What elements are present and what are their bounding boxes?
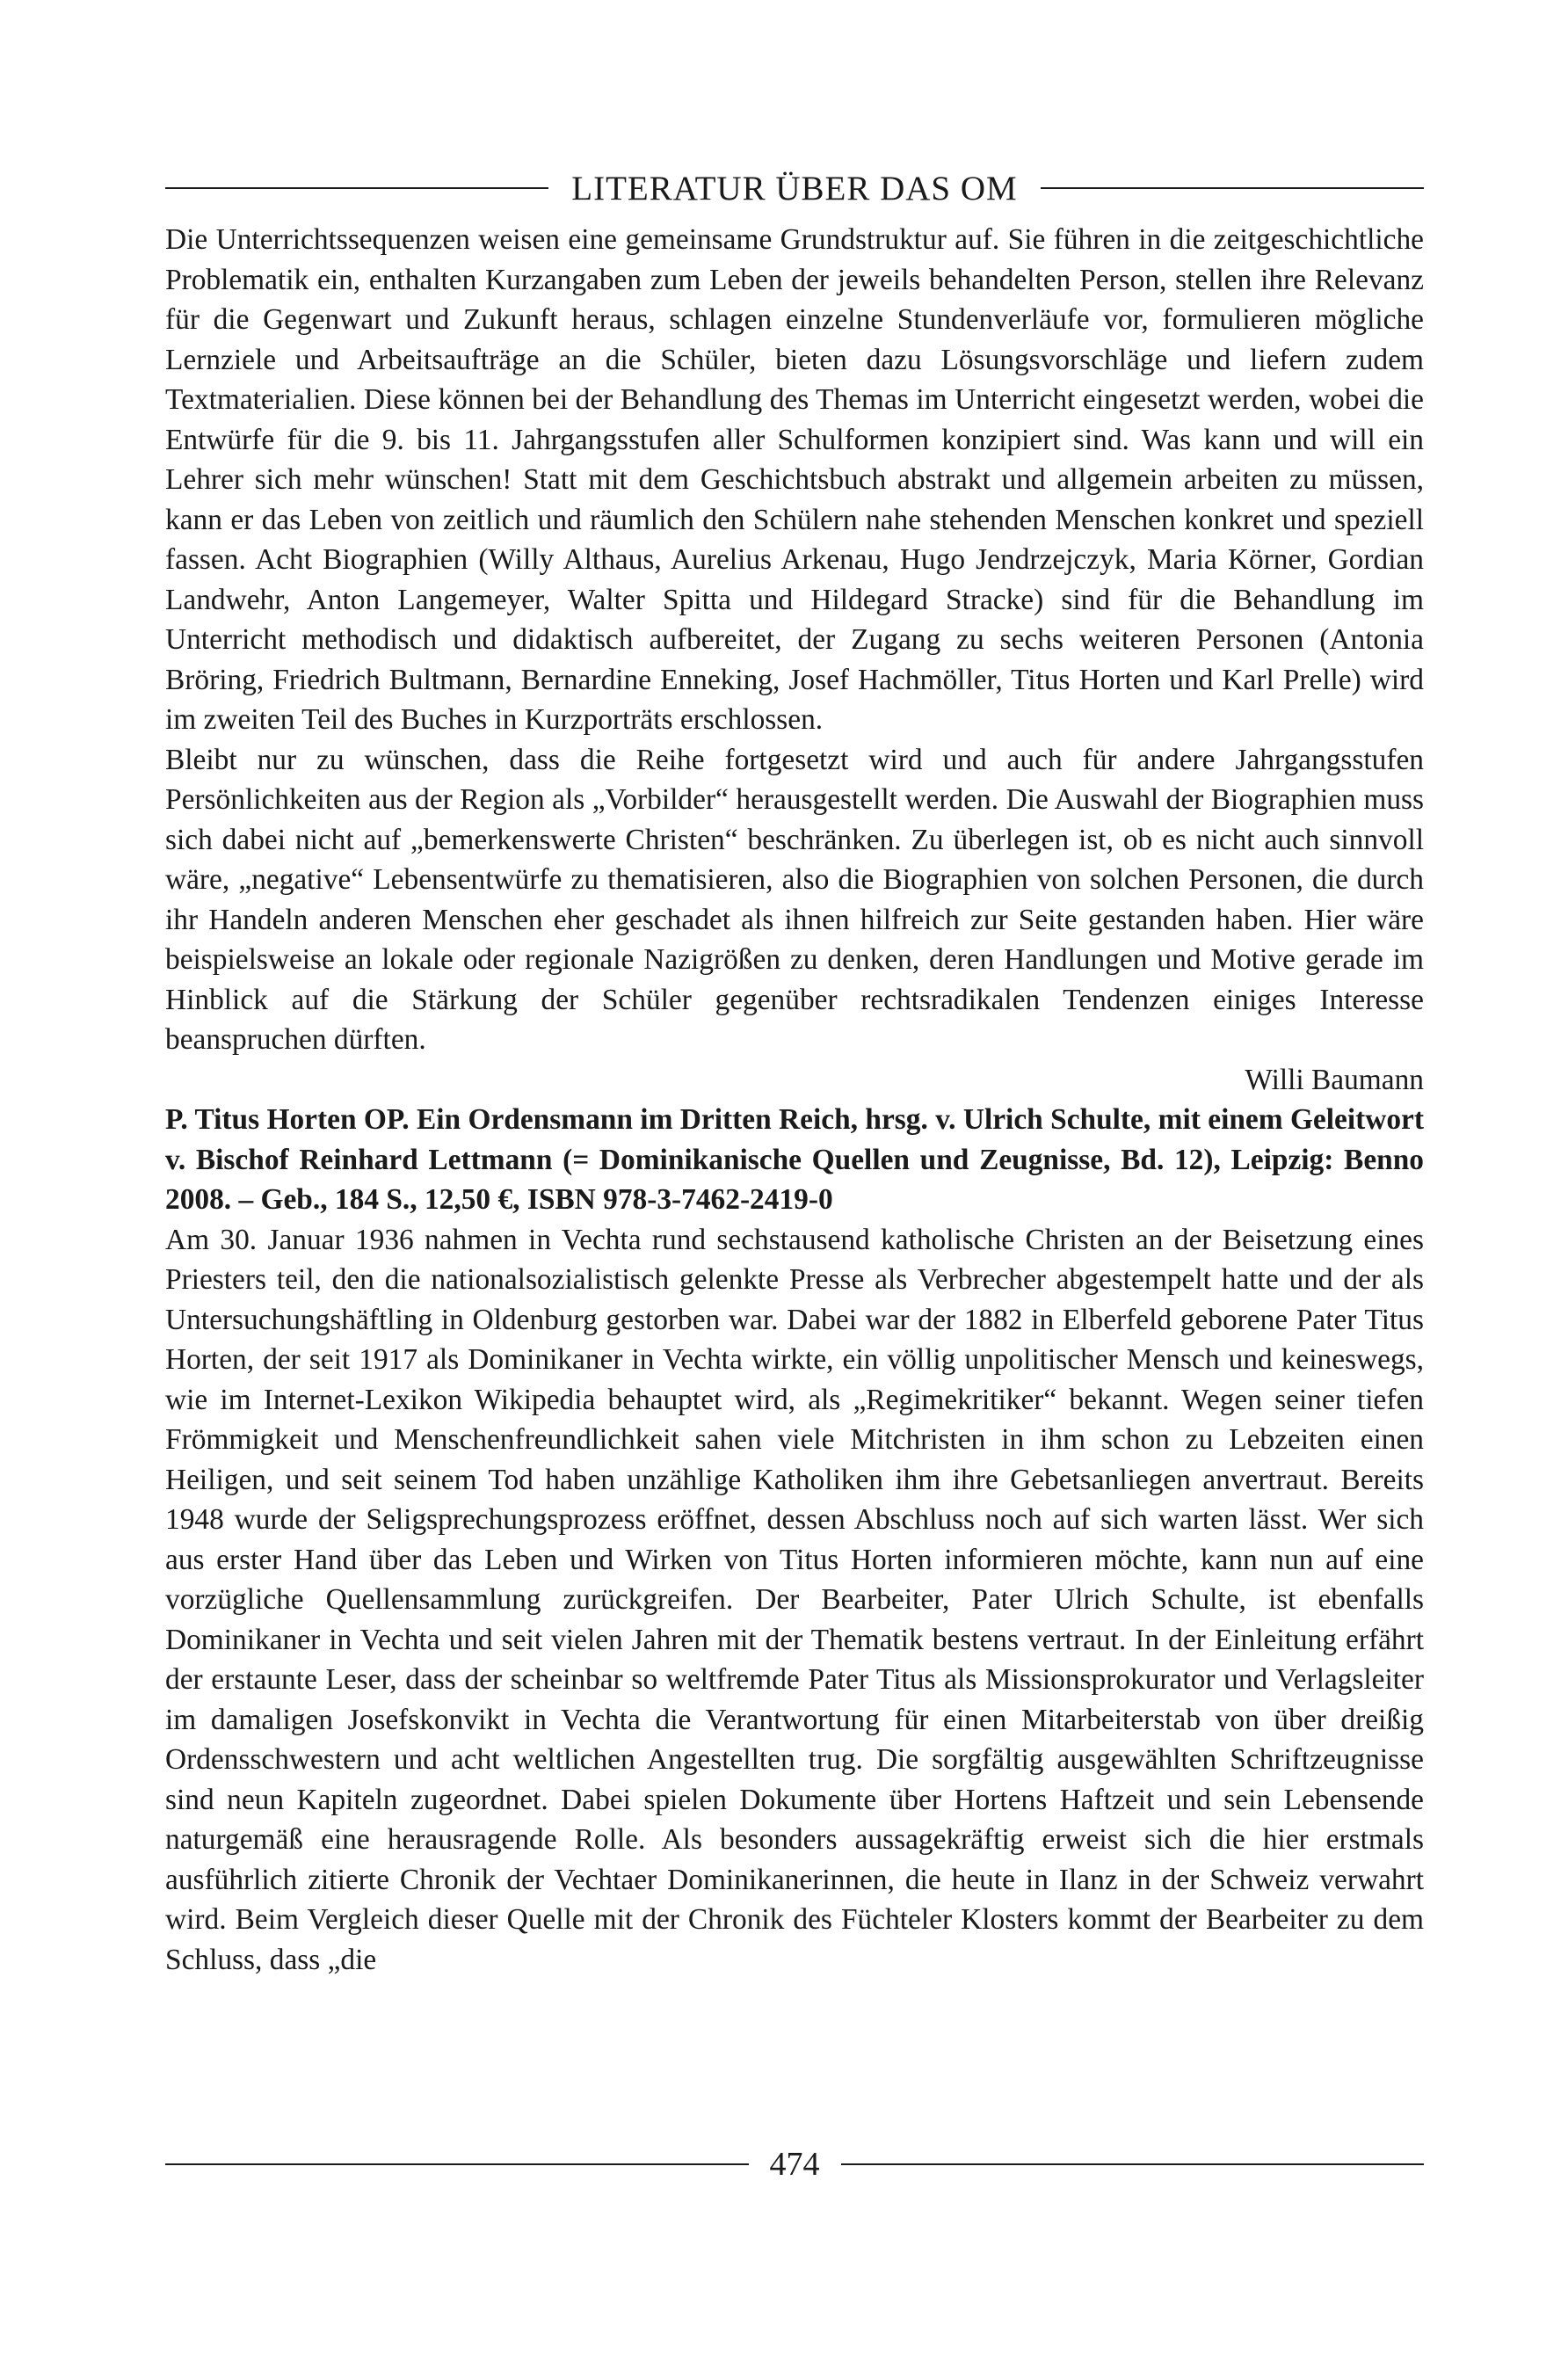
page-footer <box>165 2141 1424 2187</box>
review-1-author: Willi Baumann <box>1245 1063 1424 1096</box>
review-1-paragraph-1: Die Unterrichtssequenzen weisen eine gemeinsame Grundstruktur auf. Sie führen in die zeitgeschichtliche Problematik ein, enthalten Kurzangaben zum Leben der jeweils behandelten Person, stellen ihre Relevanz für die Gegenwart und Zukunft heraus, schlagen einzelne Stundenverläufe vor, formulieren mögliche Lernziele und Arbeitsaufträge an die Schüler, bieten dazu Lösungsvorschläge und liefern zudem Textmaterialien. Diese können bei der Behandlung des Themas im Unterricht eingesetzt werden, wobei die Entwürfe für die 9. bis 11. Jahrgangsstufen aller Schulformen konzipiert sind. Was kann und will ein Lehrer sich mehr wünschen! Statt mit dem Geschichtsbuch abstrakt und allgemein arbeiten zu müssen, kann er das Leben von zeitlich und räumlich den Schülern nahe stehenden Menschen konkret und speziell fassen. Acht Biographien (Willy Althaus, Aurelius Arkenau, Hugo Jendrzejczyk, Maria Körner, Gordian Landwehr, Anton Langemeyer, Walter Spitta und Hildegard Stracke) sind für die Behandlung im Unterricht methodisch und didaktisch aufbereitet, der Zugang zu sechs weiteren Personen (Antonia Bröring, Friedrich Bultmann, Bernardine Enneking, Josef Hachmöller, Titus Horten und Karl Prelle) wird im zweiten Teil des Buches in Kurzporträts erschlossen. <box>165 223 1424 736</box>
body-text <box>165 220 1424 1980</box>
review-1-paragraph-2: Bleibt nur zu wünschen, dass die Reihe fortgesetzt wird und auch für andere Jahrgangsstufen Persönlichkeiten aus der Region als „Vorbilder“ herausgestellt werden. Die Auswahl der Biographien muss sich dabei nicht auf „bemerkenswerte Christen“ beschränken. Zu überlegen ist, ob es nicht auch sinnvoll wäre, „negative“ Lebensentwürfe zu thematisieren, also die Biographien von solchen Personen, die durch ihr Handeln anderen Menschen eher geschadet als ihnen hilfreich zur Seite gestanden haben. Hier wäre beispielsweise an lokale oder regionale Nazigrößen zu denken, deren Handlungen und Motive gerade im Hinblick auf die Stärkung der Schüler gegenüber rechtsradikalen Tendenzen einiges Interesse beanspruchen dürften. <box>165 743 1424 1056</box>
header-rule-right <box>1041 187 1424 189</box>
page-number: 474 <box>769 2146 820 2183</box>
header-rule-left <box>165 187 548 189</box>
review-2-paragraph: Am 30. Januar 1936 nahmen in Vechta rund sechstausend katholische Christen an der Beisetzung eines Priesters teil, den die nationalsozialistisch gelenkte Presse als Verbrecher abgestempelt hatte und der als Untersuchungshäftling in Oldenburg gestorben war. Dabei war der 1882 in Elberfeld geborene Pater Titus Horten, der seit 1917 als Dominikaner in Vechta wirkte, ein völlig unpolitischer Mensch und keineswegs, wie im Internet-Lexikon Wikipedia behauptet wird, als „Regimekritiker“ bekannt. Wegen seiner tiefen Frömmigkeit und Menschenfreundlichkeit sahen viele Mitchristen in ihm schon zu Lebzeiten einen Heiligen, und seit seinem Tod haben unzählige Katholiken ihm ihre Gebetsanliegen anvertraut. Bereits 1948 wurde der Seligsprechungsprozess eröffnet, dessen Abschluss noch auf sich warten lässt. Wer sich aus erster Hand über das Leben und Wirken von Titus Horten informieren möchte, kann nun auf eine vorzügliche Quellensammlung zurückgreifen. Der Bearbeiter, Pater Ulrich Schulte, ist ebenfalls Dominikaner in Vechta und seit vielen Jahren mit der Thematik bestens vertraut. In der Einleitung erfährt der erstaunte Leser, dass der scheinbar so weltfremde Pater Titus als Missionsprokurator und Verlagsleiter im damaligen Josefskonvikt in Vechta die Verantwortung für einen Mitarbeiterstab von über dreißig Ordensschwestern und acht weltlichen Angestellten trug. Die sorgfältig ausgewählten Schriftzeugnisse sind neun Kapiteln zugeordnet. Dabei spielen Dokumente über Hortens Haftzeit und sein Lebensende naturgemäß eine herausragende Rolle. Als besonders aussagekräftig erweist sich die hier erstmals ausführlich zitierte Chronik der Vechtaer Dominikanerinnen, die heute in Ilanz in der Schweiz verwahrt wird. Beim Vergleich dieser Quelle mit der Chronik des Füchteler Klosters kommt der Bearbeiter zu dem Schluss, dass „die <box>165 1223 1424 1976</box>
footer-rule-right <box>841 2163 1425 2165</box>
footer-rule-left <box>165 2163 749 2165</box>
running-head <box>165 165 1424 211</box>
running-head-title: LITERATUR ÜBER DAS OM <box>571 169 1018 207</box>
review-2-heading: P. Titus Horten OP. Ein Ordensmann im Dritten Reich, hrsg. v. Ulrich Schulte, mit einem Geleitwort v. Bischof Reinhard Lettmann (= Dominikanische Quellen und Zeugnisse, Bd. 12), Leipzig: Benno 2008. – Geb., 184 S., 12,50 €, ISBN 978-3-7462-2419-0 <box>165 1103 1424 1216</box>
document-page <box>165 0 1424 2370</box>
